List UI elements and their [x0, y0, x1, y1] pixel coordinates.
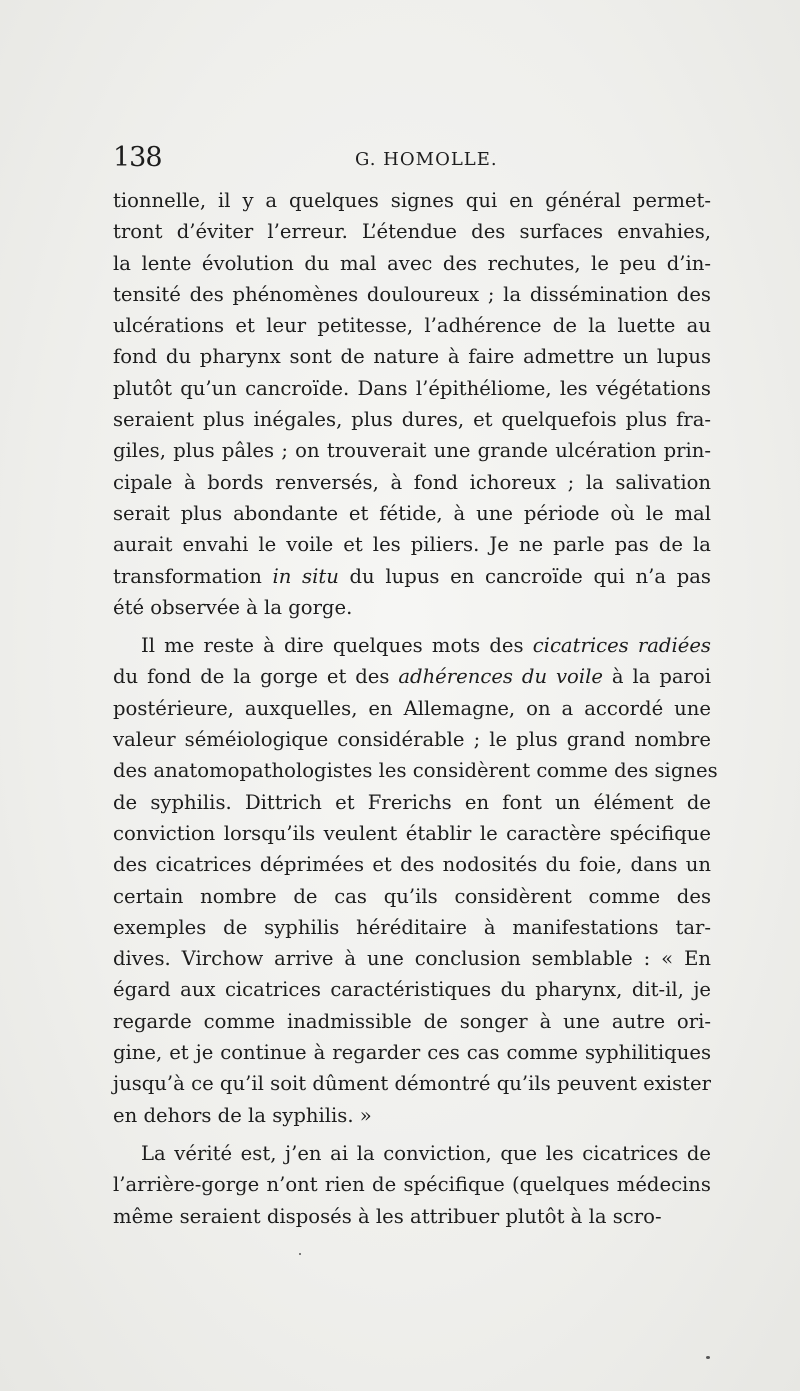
text-segment: égard aux cicatrices caractéristiques du pharynx, dit-il, je	[113, 978, 711, 1002]
text-segment: plutôt qu’un cancroïde. Dans l’épithéliome, les végétations	[113, 376, 711, 400]
text-segment: même seraient disposés à les attribuer plutôt à la scro-	[113, 1204, 662, 1228]
italic-text: in situ	[272, 564, 339, 588]
text-line	[113, 373, 711, 404]
paragraph	[113, 630, 718, 1131]
text-segment: Il me reste à dire quelques mots des	[141, 634, 533, 658]
text-segment: dives. Virchow arrive à une conclusion semblable : « En	[113, 947, 711, 971]
text-line	[113, 1068, 711, 1099]
text-line	[113, 974, 711, 1005]
text-segment: cipale à bords renversés, à fond ichoreux ; la salivation	[113, 470, 711, 494]
text-line	[113, 1037, 711, 1068]
text-segment: gine, et je continue à regarder ces cas comme syphilitiques	[113, 1041, 711, 1065]
text-line	[113, 1138, 711, 1169]
text-segment: la lente évolution du mal avec des rechutes, le peu d’in-	[113, 251, 711, 275]
text-line	[113, 630, 711, 661]
text-line	[113, 216, 711, 247]
text-line	[113, 818, 711, 849]
print-speck	[706, 1356, 710, 1359]
text-line	[113, 279, 711, 310]
text-line	[113, 912, 711, 943]
text-segment: seraient plus inégales, plus dures, et quelquefois plus fra-	[113, 408, 711, 432]
text-line	[113, 943, 711, 974]
text-line	[113, 755, 718, 786]
text-segment: l’arrière-gorge n’ont rien de spécifique (quelques médecins	[113, 1173, 711, 1197]
text-segment: conviction lorsqu’ils veulent établir le caractère spécifique	[113, 821, 711, 845]
running-head: G. HOMOLLE.	[355, 149, 498, 170]
text-segment: en dehors de la syphilis. »	[113, 1103, 372, 1127]
text-line	[113, 310, 711, 341]
text-line	[113, 592, 711, 623]
text-segment: des cicatrices déprimées et des nodosités du foie, dans un	[113, 853, 711, 877]
paragraph	[113, 1138, 711, 1232]
text-segment: tionnelle, il y a quelques signes qui en général permet-	[113, 189, 711, 212]
text-segment: fond du pharynx sont de nature à faire admettre un lupus	[113, 345, 711, 369]
text-line	[113, 724, 711, 755]
text-segment: postérieure, auxquelles, en Allemagne, on a accordé une	[113, 696, 711, 720]
text-line	[113, 561, 711, 592]
text-segment: aurait envahi le voile et les piliers. Je ne parle pas de la	[113, 533, 711, 557]
text-line	[113, 1201, 711, 1232]
text-segment: jusqu’à ce qu’il soit dûment démontré qu’ils peuvent exister	[113, 1072, 711, 1096]
text-segment: des anatomopathologistes les considèrent comme des signes	[113, 759, 718, 783]
text-segment: exemples de syphilis héréditaire à manifestations tar-	[113, 915, 711, 939]
text-line	[113, 661, 711, 692]
text-segment: de syphilis. Dittrich et Frerichs en font un élément de	[113, 790, 711, 814]
text-line	[113, 787, 711, 818]
text-line	[113, 1100, 711, 1131]
text-segment: à la paroi	[602, 665, 711, 689]
text-line	[113, 693, 711, 724]
italic-text: adhérences du voile	[398, 665, 603, 689]
text-segment: du lupus en cancroïde qui n’a pas	[338, 564, 711, 588]
text-segment: serait plus abondante et fétide, à une période où le mal	[113, 501, 711, 525]
text-segment: tensité des phénomènes douloureux ; la dissémination des	[113, 282, 711, 306]
text-line	[113, 1006, 711, 1037]
text-line	[113, 404, 711, 435]
text-line	[113, 529, 711, 560]
paragraph	[113, 185, 711, 623]
text-line	[113, 467, 711, 498]
print-speck	[299, 1253, 301, 1255]
text-segment: tront d’éviter l’erreur. L’étendue des surfaces envahies,	[113, 220, 711, 244]
text-line	[113, 248, 711, 279]
body-text	[113, 185, 718, 1232]
text-segment: La vérité est, j’en ai la conviction, que les cicatrices de	[141, 1141, 711, 1165]
text-segment: certain nombre de cas qu’ils considèrent comme des	[113, 884, 711, 908]
text-line	[113, 1169, 711, 1200]
page-number: 138	[113, 142, 162, 173]
text-segment: regarde comme inadmissible de songer à une autre ori-	[113, 1009, 711, 1033]
text-line	[113, 435, 711, 466]
text-line	[113, 881, 711, 912]
text-line	[113, 849, 711, 880]
italic-text: cicatrices radiées	[532, 634, 711, 658]
text-segment: du fond de la gorge et des	[113, 665, 399, 689]
text-line	[113, 185, 711, 216]
text-line	[113, 498, 711, 529]
text-segment: valeur séméiologique considérable ; le plus grand nombre	[113, 728, 711, 752]
text-segment: transformation	[113, 564, 273, 588]
text-segment: ulcérations et leur petitesse, l’adhérence de la luette au	[113, 314, 711, 338]
page-header	[113, 142, 711, 178]
text-segment: giles, plus pâles ; on trouverait une grande ulcération prin-	[113, 439, 711, 463]
text-line	[113, 341, 711, 372]
text-segment: été observée à la gorge.	[113, 595, 353, 619]
